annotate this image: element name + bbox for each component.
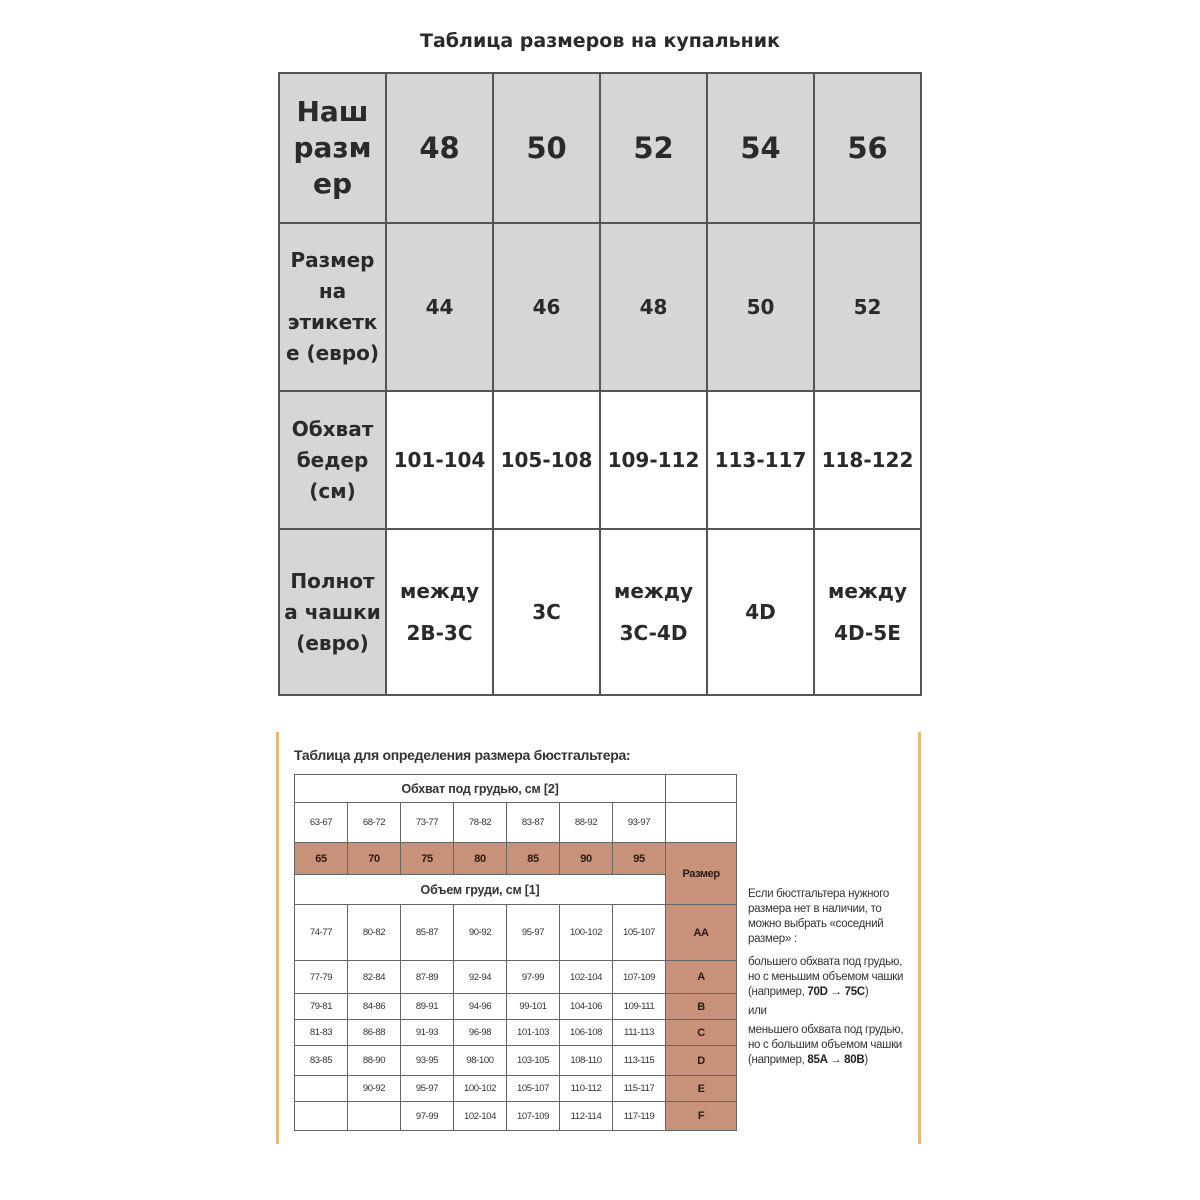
bust-range-cell: 110-112 — [560, 1076, 613, 1102]
empty-cell — [666, 775, 737, 803]
bust-range-cell: 90-92 — [454, 905, 507, 961]
band-size-cell: 80 — [454, 843, 507, 875]
left-accent-line — [276, 732, 279, 1144]
bust-range-cell: 93-95 — [401, 1046, 454, 1076]
table-row — [295, 803, 737, 843]
band-size-cell: 95 — [613, 843, 666, 875]
table-row — [295, 1102, 737, 1131]
cup-size-cell: AA — [666, 905, 737, 961]
table-row — [295, 1046, 737, 1076]
cup-size-cell: B — [666, 994, 737, 1020]
hips-cell: 101-104 — [386, 391, 493, 529]
hips-cell: 118-122 — [814, 391, 921, 529]
cup-cell: между 3C-4D — [600, 529, 707, 695]
bust-range-cell: 88-90 — [348, 1046, 401, 1076]
bust-range-cell: 96-98 — [454, 1020, 507, 1046]
bust-range-cell: 74-77 — [295, 905, 348, 961]
cup-cell: 4D — [707, 529, 814, 695]
cup-size-cell: C — [666, 1020, 737, 1046]
bust-range-cell: 117-119 — [613, 1102, 666, 1131]
table-row — [279, 223, 921, 391]
bust-range-cell: 95-97 — [401, 1076, 454, 1102]
bust-range-cell — [295, 1102, 348, 1131]
size-header: Размер — [666, 843, 737, 905]
table-row — [295, 994, 737, 1020]
cup-size-cell: D — [666, 1046, 737, 1076]
our-size-cell: 52 — [600, 73, 707, 223]
label-size-cell: 48 — [600, 223, 707, 391]
bust-range-cell: 85-87 — [401, 905, 454, 961]
bust-range-cell: 101-103 — [507, 1020, 560, 1046]
underbust-range-cell: 88-92 — [560, 803, 613, 843]
underbust-header: Обхват под грудью, см [2] — [295, 775, 666, 803]
bust-range-cell: 111-113 — [613, 1020, 666, 1046]
bust-range-cell: 106-108 — [560, 1020, 613, 1046]
bust-range-cell: 87-89 — [401, 961, 454, 994]
bust-range-cell: 92-94 — [454, 961, 507, 994]
bust-range-cell: 102-104 — [560, 961, 613, 994]
hips-label: Обхват бедер (см) — [279, 391, 386, 529]
bust-range-cell: 115-117 — [613, 1076, 666, 1102]
bust-range-cell: 90-92 — [348, 1076, 401, 1102]
bust-header: Объем груди, см [1] — [295, 875, 666, 905]
our-size-cell: 54 — [707, 73, 814, 223]
right-accent-line — [918, 732, 921, 1144]
bust-range-cell: 112-114 — [560, 1102, 613, 1131]
bust-range-cell: 91-93 — [401, 1020, 454, 1046]
swimsuit-table-title: Таблица размеров на купальник — [419, 30, 781, 52]
our-size-cell: 56 — [814, 73, 921, 223]
bust-range-cell: 113-115 — [613, 1046, 666, 1076]
underbust-range-cell: 83-87 — [507, 803, 560, 843]
hips-cell: 105-108 — [493, 391, 600, 529]
note-or: или — [748, 1005, 767, 1017]
underbust-range-cell: 68-72 — [348, 803, 401, 843]
bust-range-cell: 104-106 — [560, 994, 613, 1020]
bust-range-cell: 77-79 — [295, 961, 348, 994]
bust-range-cell: 109-111 — [613, 994, 666, 1020]
bust-range-cell: 108-110 — [560, 1046, 613, 1076]
bust-range-cell: 79-81 — [295, 994, 348, 1020]
band-size-cell: 70 — [348, 843, 401, 875]
bra-table-title: Таблица для определения размера бюстгальтера: — [294, 747, 631, 763]
bust-range-cell: 80-82 — [348, 905, 401, 961]
bust-range-cell: 82-84 — [348, 961, 401, 994]
cup-cell: между 2B-3C — [386, 529, 493, 695]
cup-size-cell: F — [666, 1102, 737, 1131]
bra-size-table — [294, 774, 737, 1131]
cup-size-cell: A — [666, 961, 737, 994]
label-size-cell: 44 — [386, 223, 493, 391]
bust-range-cell: 95-97 — [507, 905, 560, 961]
table-row — [295, 1076, 737, 1102]
hips-cell: 109-112 — [600, 391, 707, 529]
bust-range-cell: 81-83 — [295, 1020, 348, 1046]
bust-range-cell: 105-107 — [507, 1076, 560, 1102]
label-size-cell: 46 — [493, 223, 600, 391]
table-row — [295, 961, 737, 994]
swimsuit-size-table — [278, 72, 922, 696]
table-row — [295, 843, 737, 875]
table-row — [295, 905, 737, 961]
label-size-cell: 50 — [707, 223, 814, 391]
bust-range-cell: 107-109 — [507, 1102, 560, 1131]
empty-cell — [666, 803, 737, 843]
bust-range-cell: 89-91 — [401, 994, 454, 1020]
our-size-cell: 48 — [386, 73, 493, 223]
underbust-range-cell: 63-67 — [295, 803, 348, 843]
underbust-range-cell: 78-82 — [454, 803, 507, 843]
bra-size-note — [748, 887, 913, 1076]
bust-range-cell — [295, 1076, 348, 1102]
cup-cell: 3C — [493, 529, 600, 695]
bust-range-cell: 100-102 — [454, 1076, 507, 1102]
bust-range-cell: 94-96 — [454, 994, 507, 1020]
bust-range-cell: 97-99 — [401, 1102, 454, 1131]
band-size-cell: 75 — [401, 843, 454, 875]
table-row — [295, 1020, 737, 1046]
our-size-cell: 50 — [493, 73, 600, 223]
our-size-label: Наш разм ер — [279, 73, 386, 223]
cup-size-cell: E — [666, 1076, 737, 1102]
table-row — [279, 391, 921, 529]
cup-cell: между 4D-5E — [814, 529, 921, 695]
band-size-cell: 90 — [560, 843, 613, 875]
cup-label: Полнот а чашки (евро) — [279, 529, 386, 695]
underbust-range-cell: 93-97 — [613, 803, 666, 843]
bust-range-cell: 97-99 — [507, 961, 560, 994]
bust-range-cell: 84-86 — [348, 994, 401, 1020]
note-option-larger: большего обхвата под грудью, но с меньшим объемом чашки (например, 70D → 75C) — [748, 956, 904, 998]
bust-range-cell: 102-104 — [454, 1102, 507, 1131]
table-row — [279, 529, 921, 695]
note-option-smaller: меньшего обхвата под грудью, но с большим объемом чашки (например, 85A → 80B) — [748, 1024, 904, 1066]
bust-range-cell: 98-100 — [454, 1046, 507, 1076]
hips-cell: 113-117 — [707, 391, 814, 529]
bust-range-cell: 105-107 — [613, 905, 666, 961]
bust-range-cell: 83-85 — [295, 1046, 348, 1076]
bust-range-cell: 107-109 — [613, 961, 666, 994]
table-row — [279, 73, 921, 223]
band-size-cell: 65 — [295, 843, 348, 875]
note-intro: Если бюстгальтера нужного размера нет в наличии, то можно выбрать «соседний размер» : — [748, 888, 890, 945]
bust-range-cell: 103-105 — [507, 1046, 560, 1076]
bust-range-cell — [348, 1102, 401, 1131]
band-size-cell: 85 — [507, 843, 560, 875]
bust-range-cell: 99-101 — [507, 994, 560, 1020]
bust-range-cell: 100-102 — [560, 905, 613, 961]
label-size-label: Размер на этикетк е (евро) — [279, 223, 386, 391]
bust-range-cell: 86-88 — [348, 1020, 401, 1046]
table-row — [295, 775, 737, 803]
underbust-range-cell: 73-77 — [401, 803, 454, 843]
label-size-cell: 52 — [814, 223, 921, 391]
